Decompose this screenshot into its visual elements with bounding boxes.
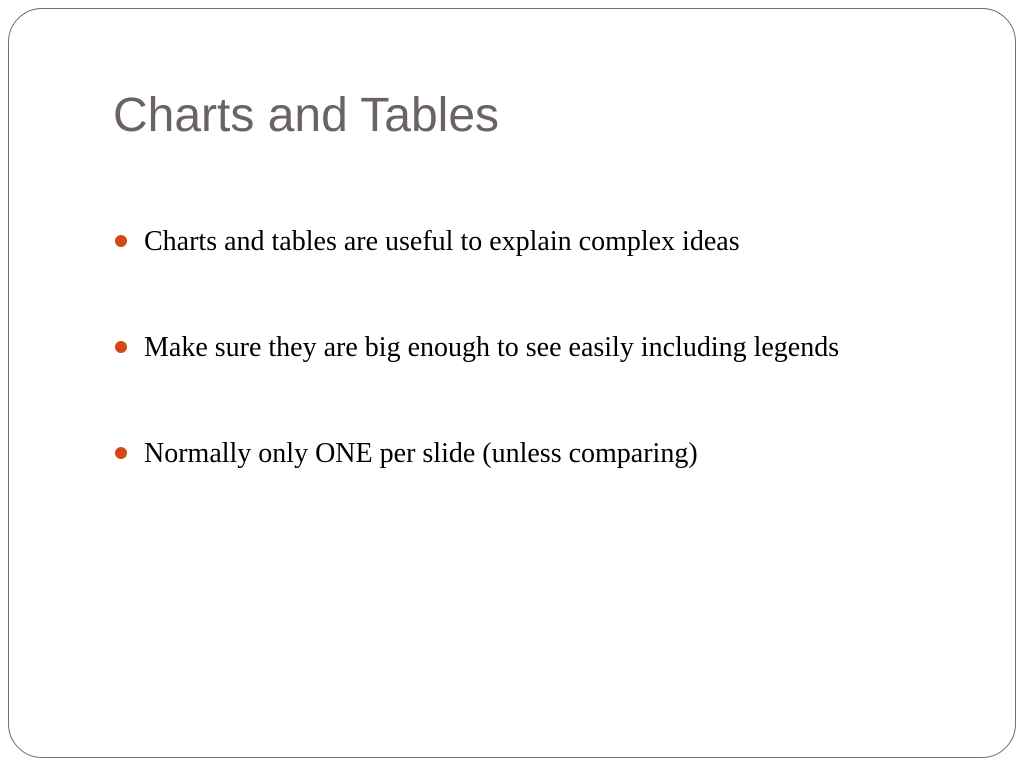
bullet-dot-icon — [115, 447, 127, 459]
bullet-item — [114, 222, 839, 328]
bullet-item — [114, 328, 839, 434]
bullet-item — [114, 434, 839, 540]
bullet-text: Charts and tables are useful to explain complex ideas — [144, 226, 740, 257]
slide-title: Charts and Tables — [113, 89, 500, 142]
bullet-list — [114, 222, 839, 540]
bullet-dot-icon — [115, 341, 127, 353]
bullet-dot-icon — [115, 235, 127, 247]
bullet-text: Make sure they are big enough to see easily including legends — [144, 332, 840, 363]
bullet-text: Normally only ONE per slide (unless comparing) — [144, 438, 698, 469]
